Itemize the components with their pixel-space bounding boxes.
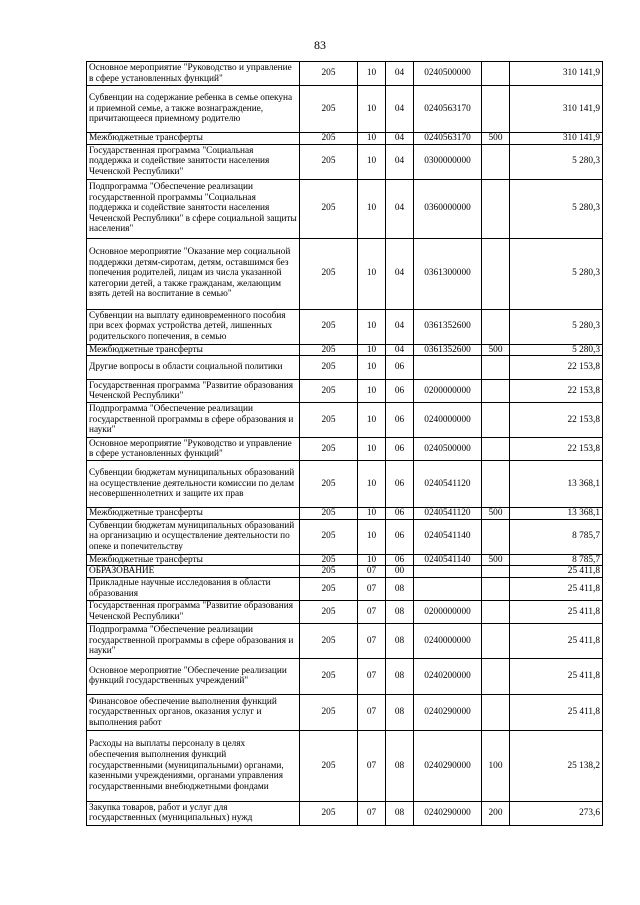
table-row: [87, 508, 603, 520]
row-amount: 5 280,3: [510, 344, 603, 356]
row-target-article: 0240541120: [414, 508, 482, 520]
row-expense-type: [482, 438, 510, 461]
row-subsection-code: 06: [386, 438, 414, 461]
row-section-code: 07: [358, 600, 386, 623]
row-target-article: [414, 577, 482, 600]
row-section-code: 07: [358, 658, 386, 694]
row-amount: 13 368,1: [510, 508, 603, 520]
row-expense-type: 500: [482, 133, 510, 145]
table-row: [87, 801, 603, 825]
row-section-code: 07: [358, 694, 386, 730]
row-amount: 25 411,8: [510, 566, 603, 578]
row-target-article: 0200000000: [414, 380, 482, 403]
row-expense-type: [482, 461, 510, 508]
row-grbs-code: 205: [300, 403, 358, 438]
row-subsection-code: 04: [386, 179, 414, 238]
row-section-code: 07: [358, 801, 386, 825]
row-expense-type: [482, 86, 510, 133]
row-target-article: 0240541140: [414, 554, 482, 566]
row-section-code: 10: [358, 438, 386, 461]
row-expense-type: [482, 577, 510, 600]
row-expense-type: [482, 600, 510, 623]
row-expense-type: [482, 623, 510, 658]
row-name: Подпрограмма "Обеспечение реализации государственной программы в сфере образования и науки": [87, 623, 300, 658]
row-target-article: 0240000000: [414, 403, 482, 438]
table-row: [87, 554, 603, 566]
row-expense-type: [482, 144, 510, 179]
row-section-code: 10: [358, 309, 386, 344]
table-row: [87, 694, 603, 730]
row-name: Государственная программа "Социальная поддержка и содействие занятости населения Чеченской Республики": [87, 144, 300, 179]
table-body: [87, 62, 603, 826]
row-section-code: 07: [358, 566, 386, 578]
row-target-article: 0361352600: [414, 344, 482, 356]
row-target-article: 0360000000: [414, 179, 482, 238]
row-target-article: [414, 566, 482, 578]
row-section-code: 10: [358, 144, 386, 179]
row-amount: 22 153,8: [510, 438, 603, 461]
row-target-article: 0240563170: [414, 133, 482, 145]
row-name: Финансовое обеспечение выполнения функций государственных органов, оказания услуг и выполнения работ: [87, 694, 300, 730]
row-target-article: 0240500000: [414, 62, 482, 86]
row-name: Основное мероприятие "Обеспечение реализации функций государственных учреждений": [87, 658, 300, 694]
row-grbs-code: 205: [300, 519, 358, 554]
table-row: [87, 356, 603, 380]
row-grbs-code: 205: [300, 694, 358, 730]
row-subsection-code: 06: [386, 403, 414, 438]
row-subsection-code: 06: [386, 461, 414, 508]
table-row: [87, 344, 603, 356]
row-name: Субвенции на выплату единовременного пособия при всех формах устройства детей, лишенных родительского попечения, в семью: [87, 309, 300, 344]
row-name: Основное мероприятие "Оказание мер социальной поддержки детям-сиротам, детям, оставшимся без попечения родителей, лицам из числа указанной категории детей, а также гражданам, желающим взять детей на воспитание в семью": [87, 238, 300, 309]
row-expense-type: 100: [482, 730, 510, 801]
table-row: [87, 179, 603, 238]
row-name: Межбюджетные трансферты: [87, 554, 300, 566]
row-amount: 8 785,7: [510, 519, 603, 554]
row-target-article: 0240290000: [414, 730, 482, 801]
row-grbs-code: 205: [300, 309, 358, 344]
row-name: Государственная программа "Развитие образования Чеченской Республики": [87, 600, 300, 623]
row-section-code: 10: [358, 133, 386, 145]
row-subsection-code: 08: [386, 658, 414, 694]
row-amount: 25 138,2: [510, 730, 603, 801]
row-subsection-code: 08: [386, 694, 414, 730]
table-row: [87, 86, 603, 133]
row-section-code: 10: [358, 62, 386, 86]
row-amount: 273,6: [510, 801, 603, 825]
table-row: [87, 403, 603, 438]
row-name: Основное мероприятие "Руководство и управление в сфере установленных функций": [87, 62, 300, 86]
row-target-article: 0240290000: [414, 801, 482, 825]
row-expense-type: [482, 380, 510, 403]
row-amount: 25 411,8: [510, 623, 603, 658]
table-row: [87, 519, 603, 554]
table-row: [87, 380, 603, 403]
row-name: Межбюджетные трансферты: [87, 508, 300, 520]
table-row: [87, 658, 603, 694]
row-grbs-code: 205: [300, 730, 358, 801]
row-section-code: 10: [358, 179, 386, 238]
row-section-code: 10: [358, 380, 386, 403]
table-row: [87, 144, 603, 179]
row-target-article: [414, 356, 482, 380]
row-grbs-code: 205: [300, 356, 358, 380]
table-row: [87, 309, 603, 344]
row-amount: 22 153,8: [510, 356, 603, 380]
row-grbs-code: 205: [300, 566, 358, 578]
row-subsection-code: 04: [386, 133, 414, 145]
row-expense-type: [482, 356, 510, 380]
row-section-code: 10: [358, 403, 386, 438]
table-row: [87, 438, 603, 461]
row-expense-type: [482, 403, 510, 438]
row-section-code: 10: [358, 508, 386, 520]
row-name: Межбюджетные трансферты: [87, 344, 300, 356]
row-subsection-code: 08: [386, 600, 414, 623]
row-amount: 310 141,9: [510, 133, 603, 145]
row-section-code: 07: [358, 730, 386, 801]
row-subsection-code: 04: [386, 344, 414, 356]
row-expense-type: [482, 62, 510, 86]
row-subsection-code: 08: [386, 623, 414, 658]
row-amount: 22 153,8: [510, 380, 603, 403]
row-amount: 8 785,7: [510, 554, 603, 566]
row-section-code: 07: [358, 577, 386, 600]
row-section-code: 10: [358, 519, 386, 554]
table-row: [87, 133, 603, 145]
row-expense-type: [482, 179, 510, 238]
row-amount: 25 411,8: [510, 658, 603, 694]
row-grbs-code: 205: [300, 658, 358, 694]
row-section-code: 10: [358, 356, 386, 380]
row-expense-type: 200: [482, 801, 510, 825]
row-expense-type: [482, 694, 510, 730]
row-grbs-code: 205: [300, 179, 358, 238]
row-section-code: 07: [358, 623, 386, 658]
row-subsection-code: 08: [386, 801, 414, 825]
row-name: Межбюджетные трансферты: [87, 133, 300, 145]
row-grbs-code: 205: [300, 86, 358, 133]
row-section-code: 10: [358, 461, 386, 508]
row-grbs-code: 205: [300, 623, 358, 658]
row-name: Другие вопросы в области социальной политики: [87, 356, 300, 380]
row-name: Расходы на выплаты персоналу в целях обеспечения выполнения функций государственными (муниципальными) органами, казенными учреждениями, органами управления государственными внебюджетными фондами: [87, 730, 300, 801]
row-expense-type: 500: [482, 554, 510, 566]
table-row: [87, 730, 603, 801]
row-target-article: 0240541120: [414, 461, 482, 508]
table-row: [87, 238, 603, 309]
row-target-article: 0240500000: [414, 438, 482, 461]
row-amount: 13 368,1: [510, 461, 603, 508]
row-expense-type: 500: [482, 508, 510, 520]
row-expense-type: [482, 309, 510, 344]
row-amount: 5 280,3: [510, 309, 603, 344]
row-target-article: 0240000000: [414, 623, 482, 658]
row-subsection-code: 06: [386, 508, 414, 520]
row-subsection-code: 04: [386, 86, 414, 133]
row-subsection-code: 08: [386, 577, 414, 600]
row-grbs-code: 205: [300, 508, 358, 520]
row-name: Закупка товаров, работ и услуг для государственных (муниципальных) нужд: [87, 801, 300, 825]
row-amount: 5 280,3: [510, 179, 603, 238]
row-subsection-code: 04: [386, 62, 414, 86]
row-name: Субвенции бюджетам муниципальных образований на организацию и осуществление деятельности по опеке и попечительству: [87, 519, 300, 554]
row-target-article: 0361352600: [414, 309, 482, 344]
row-target-article: 0240290000: [414, 694, 482, 730]
row-subsection-code: 06: [386, 519, 414, 554]
row-grbs-code: 205: [300, 600, 358, 623]
row-target-article: 0240541140: [414, 519, 482, 554]
row-expense-type: 500: [482, 344, 510, 356]
row-amount: 310 141,9: [510, 86, 603, 133]
row-amount: 25 411,8: [510, 600, 603, 623]
row-grbs-code: 205: [300, 801, 358, 825]
table-row: [87, 600, 603, 623]
row-subsection-code: 06: [386, 356, 414, 380]
row-target-article: 0200000000: [414, 600, 482, 623]
row-target-article: 0240200000: [414, 658, 482, 694]
row-expense-type: [482, 566, 510, 578]
row-subsection-code: 06: [386, 380, 414, 403]
row-section-code: 10: [358, 554, 386, 566]
row-target-article: 0240563170: [414, 86, 482, 133]
row-name: ОБРАЗОВАНИЕ: [87, 566, 300, 578]
row-grbs-code: 205: [300, 344, 358, 356]
row-expense-type: [482, 658, 510, 694]
row-subsection-code: 06: [386, 554, 414, 566]
table-row: [87, 62, 603, 86]
row-amount: 310 141,9: [510, 62, 603, 86]
row-grbs-code: 205: [300, 577, 358, 600]
row-amount: 5 280,3: [510, 238, 603, 309]
row-grbs-code: 205: [300, 461, 358, 508]
row-name: Субвенции бюджетам муниципальных образований на осуществление деятельности комиссии по делам несовершеннолетних и защите их прав: [87, 461, 300, 508]
row-name: Государственная программа "Развитие образования Чеченской Республики": [87, 380, 300, 403]
row-grbs-code: 205: [300, 380, 358, 403]
row-section-code: 10: [358, 86, 386, 133]
row-section-code: 10: [358, 344, 386, 356]
table-row: [87, 461, 603, 508]
row-name: Подпрограмма "Обеспечение реализации государственной программы в сфере образования и науки": [87, 403, 300, 438]
table-row: [87, 566, 603, 578]
row-expense-type: [482, 238, 510, 309]
row-amount: 25 411,8: [510, 577, 603, 600]
row-subsection-code: 04: [386, 309, 414, 344]
row-grbs-code: 205: [300, 438, 358, 461]
row-subsection-code: 04: [386, 238, 414, 309]
row-amount: 22 153,8: [510, 403, 603, 438]
row-name: Прикладные научные исследования в области образования: [87, 577, 300, 600]
row-name: Субвенции на содержание ребенка в семье опекуна и приемной семье, а также вознаграждение, причитающееся приемному родителю: [87, 86, 300, 133]
row-grbs-code: 205: [300, 62, 358, 86]
row-amount: 25 411,8: [510, 694, 603, 730]
row-grbs-code: 205: [300, 554, 358, 566]
row-subsection-code: 00: [386, 566, 414, 578]
row-target-article: 0300000000: [414, 144, 482, 179]
row-subsection-code: 08: [386, 730, 414, 801]
row-grbs-code: 205: [300, 133, 358, 145]
row-name: Подпрограмма "Обеспечение реализации государственной программы "Социальная поддержка и содействие занятости населения Чеченской Республики" в сфере социальной защиты населения": [87, 179, 300, 238]
table-row: [87, 577, 603, 600]
row-expense-type: [482, 519, 510, 554]
budget-table: [86, 61, 603, 826]
row-amount: 5 280,3: [510, 144, 603, 179]
row-name: Основное мероприятие "Руководство и управление в сфере установленных функций": [87, 438, 300, 461]
row-section-code: 10: [358, 238, 386, 309]
table-row: [87, 623, 603, 658]
row-grbs-code: 205: [300, 238, 358, 309]
row-grbs-code: 205: [300, 144, 358, 179]
row-target-article: 0361300000: [414, 238, 482, 309]
row-subsection-code: 04: [386, 144, 414, 179]
page-number: 83: [314, 38, 326, 52]
